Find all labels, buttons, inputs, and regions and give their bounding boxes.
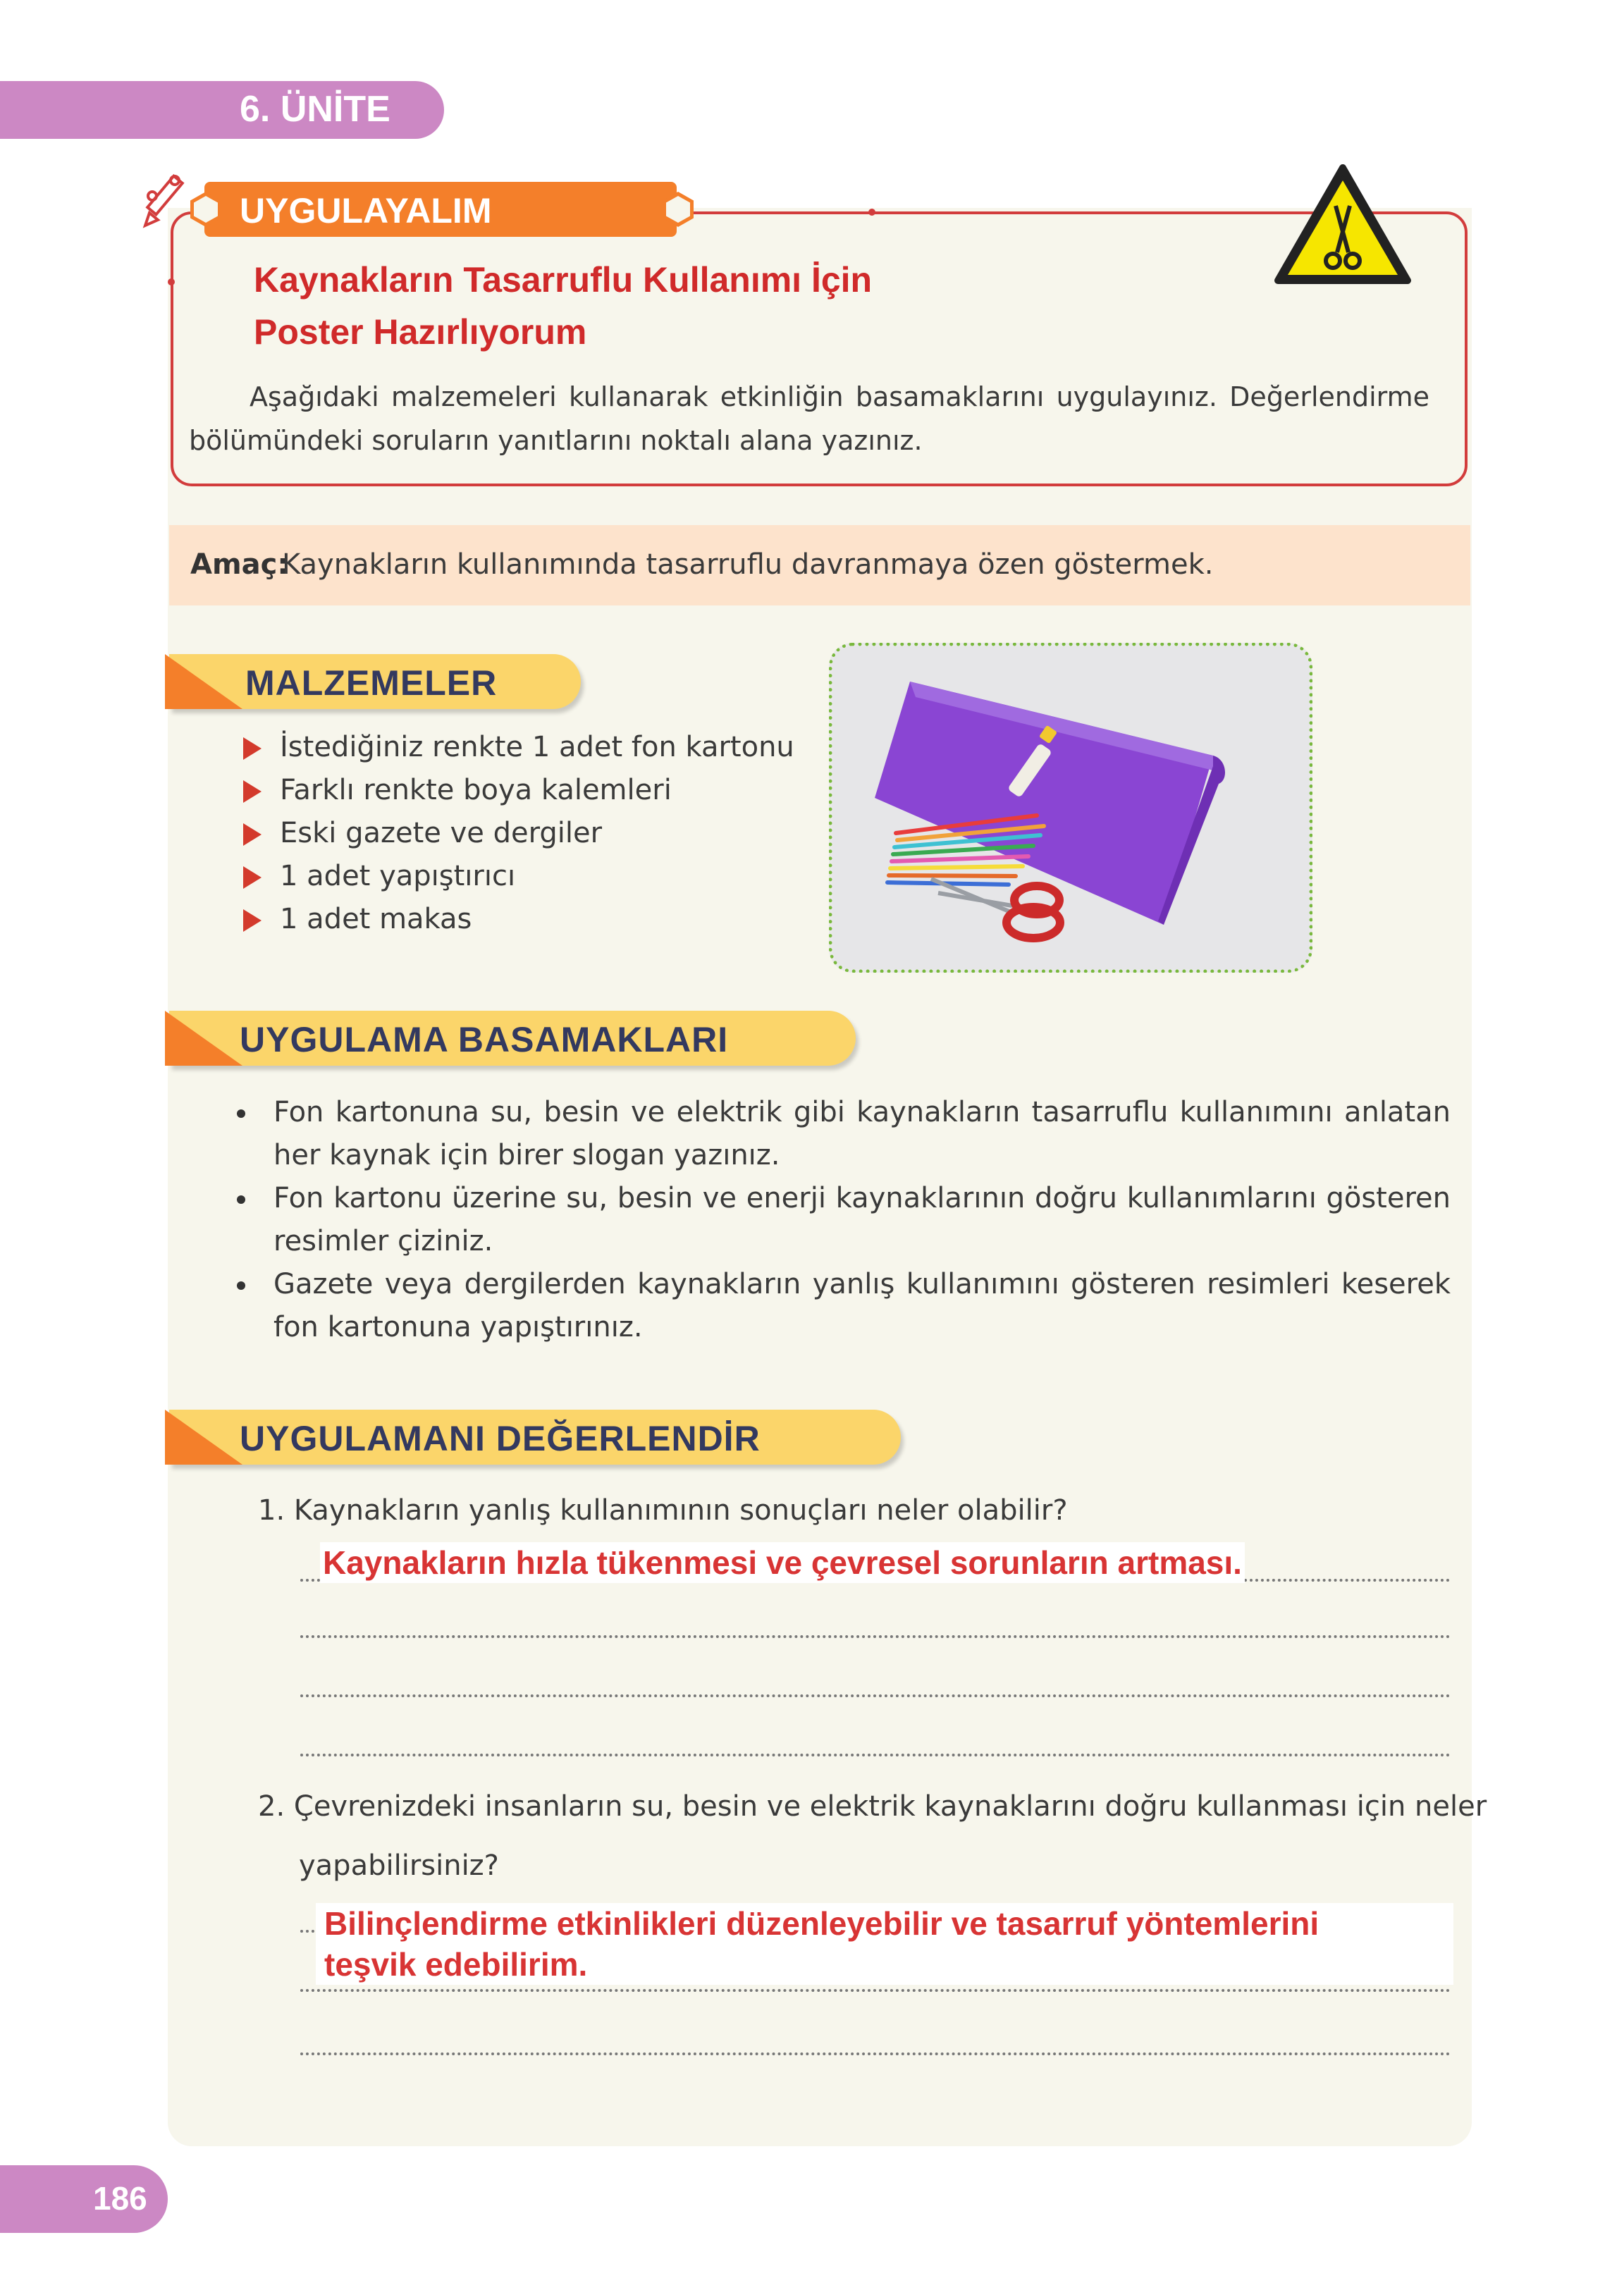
list-item: Fon kartonu üzerine su, besin ve enerji kaynaklarının doğru kullanımlarını gösteren resimler çiziniz. <box>233 1177 1451 1263</box>
materials-heading <box>169 654 585 710</box>
list-item: Farklı renkte boya kalemleri <box>243 769 794 812</box>
page-number: 186 <box>93 2180 147 2217</box>
answer-line[interactable] <box>300 1694 1451 1697</box>
answer-1: Kaynakların hızla tükenmesi ve çevresel sorunların artması. <box>320 1542 1245 1583</box>
bullet-dot-icon <box>237 1109 245 1118</box>
banner-label: UYGULAYALIM <box>240 191 492 230</box>
list-item: Eski gazete ve dergiler <box>243 812 794 855</box>
connector-dot <box>168 278 175 285</box>
list-item: Gazete veya dergilerden kaynakların yanlış kullanımını gösteren resimleri keserek fon kartonuna yapıştırınız. <box>233 1263 1451 1349</box>
list-item: İstediğiniz renkte 1 adet fon kartonu <box>243 726 794 769</box>
answer-line[interactable] <box>300 2052 1451 2055</box>
uygulayalim-banner <box>204 182 677 237</box>
answer-2 <box>316 1903 1453 1985</box>
arrow-bullet-icon <box>243 780 262 803</box>
evaluation-heading <box>169 1410 905 1466</box>
list-item: 1 adet yapıştırıcı <box>243 855 794 898</box>
arrow-bullet-icon <box>243 823 262 846</box>
answer-2-line-2: teşvik edebilirim. <box>324 1946 588 1983</box>
steps-heading <box>169 1011 860 1067</box>
answer-line[interactable] <box>300 1989 1451 1992</box>
materials-illustration <box>832 646 1309 969</box>
question-1: 1. Kaynakların yanlış kullanımının sonuçları neler olabilir? <box>258 1494 1068 1527</box>
unit-label: 6. ÜNİTE <box>240 89 390 130</box>
steps-heading-label: UYGULAMA BASAMAKLARI <box>240 1020 729 1059</box>
aim-text: Kaynakların kullanımında tasarruflu davranmaya özen göstermek. <box>282 548 1214 581</box>
steps-list <box>233 1091 1451 1349</box>
arrow-bullet-icon <box>243 909 262 932</box>
instructions-text: Aşağıdaki malzemeleri kullanarak etkinliğin basamaklarını uygulayınız. Değerlendirme bölümündeki soruların yanıtlarını noktalı alana yazınız. <box>189 381 1429 456</box>
aim-label: Amaç: <box>190 548 289 581</box>
answer-line[interactable] <box>300 1754 1451 1756</box>
answer-2-line-1: Bilinçlendirme etkinlikleri düzenleyebilir ve tasarruf yöntemlerini <box>324 1905 1320 1942</box>
title-line-2: Poster Hazırlıyorum <box>254 312 587 352</box>
materials-photo <box>829 643 1312 973</box>
list-item: Fon kartonuna su, besin ve elektrik gibi kaynakların tasarruflu kullanımını anlatan her kaynak için birer slogan yazınız. <box>233 1091 1451 1177</box>
list-item: 1 adet makas <box>243 898 794 941</box>
title-line-1: Kaynakların Tasarruflu Kullanımı İçin <box>254 260 873 300</box>
bullet-dot-icon <box>237 1195 245 1204</box>
answer-line[interactable] <box>300 1635 1451 1638</box>
materials-heading-label: MALZEMELER <box>245 663 498 703</box>
activity-title <box>254 254 872 358</box>
materials-list <box>243 726 794 941</box>
evaluation-heading-label: UYGULAMANI DEĞERLENDİR <box>240 1419 761 1458</box>
page-number-tab <box>0 2165 168 2233</box>
bullet-dot-icon <box>237 1281 245 1290</box>
scissors-warning-icon <box>1272 162 1413 289</box>
unit-tab <box>0 81 444 139</box>
arrow-bullet-icon <box>243 737 262 760</box>
question-2: 2. Çevrenizdeki insanların su, besin ve elektrik kaynaklarını doğru kullanması için neler <box>258 1790 1487 1823</box>
connector-dot <box>868 209 875 216</box>
arrow-bullet-icon <box>243 866 262 889</box>
question-2-cont: yapabilirsiniz? <box>299 1849 499 1882</box>
